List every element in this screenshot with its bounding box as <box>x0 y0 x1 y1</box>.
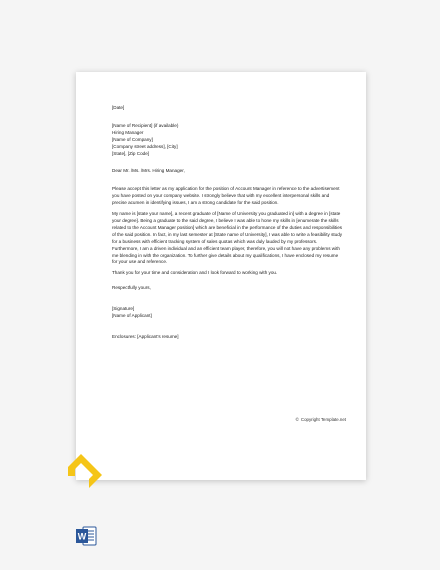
recipient-line: [State], [Zip Code] <box>112 150 150 156</box>
yellow-chevron-icon <box>66 452 104 490</box>
paragraph-thanks: Thank you for your time and consideration and I look forward to working with you. <box>112 270 278 276</box>
salutation: Dear Mr. /Ms. /Mrs. Hiring Manager, <box>112 168 185 174</box>
svg-text:W: W <box>77 531 87 542</box>
signature-block <box>112 306 344 320</box>
word-icon <box>75 525 97 547</box>
paragraph-intro: Please accept this letter as my application for the position of Account Manager in reference to the advertisement you have posted on your company website. I strongly believe that with my excellent interpersonal skills and precise acumen in identifying issues, I am a strong candidate for the said position. <box>112 186 340 206</box>
letter-page <box>76 72 366 480</box>
copyright-symbol: © <box>295 417 299 422</box>
copyright-notice <box>296 417 346 422</box>
letter-body <box>112 105 344 341</box>
enclosures: Enclosures: [Applicant's resume] <box>112 333 179 339</box>
paragraph-qualifications: My name is [state your name], a recent graduate of [Name of University you graduated in] with a degree in [state your degree]. Being a graduate to the said degree, I believe I was able to hone my skills in [enumerate the skills related to the Account Manager position] which are beneficial in the performance of the duties and responsibilities of the said position. In fact, in my last semester at [State name of University], I was able to write a feasibility study for a business with efficient tracking system of sales quotas which was duly lauded by my professors. Furthermore, I am a driven individual and an efficient team player, therefore, you will not have any problems with me blending in with the organization. To further give details about my qualifications, I have enclosed my resume for your use and reference. <box>112 211 343 265</box>
recipient-line: [Company street address], [City] <box>112 143 178 149</box>
letter-date: [Date] <box>112 105 125 110</box>
copyright-text: Copyright Template.net <box>300 417 346 422</box>
recipient-address <box>112 123 344 158</box>
recipient-line: [Name of Recipient] (if available) <box>112 122 179 128</box>
applicant-name-line: [Name of Applicant] <box>112 313 152 319</box>
recipient-line: [Name of Company] <box>112 136 153 142</box>
closing: Respectfully yours, <box>112 285 151 291</box>
signature-line: [Signature] <box>112 306 135 312</box>
recipient-line: Hiring Manager <box>112 129 144 135</box>
